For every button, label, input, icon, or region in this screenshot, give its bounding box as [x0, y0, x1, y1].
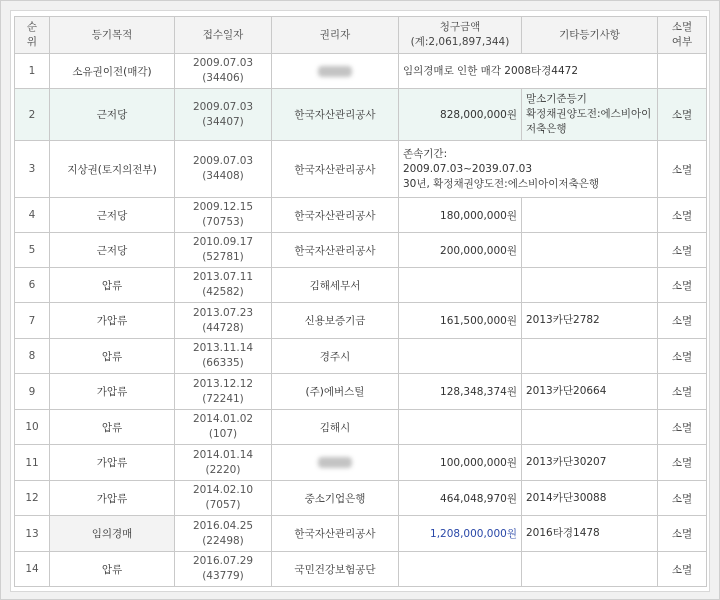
note-line: 저축은행: [526, 123, 567, 135]
other-registry-note: [522, 374, 658, 410]
rights-holder: 경주시: [272, 339, 399, 374]
extinction-status: 소멸: [658, 374, 707, 410]
rights-holder: 국민건강보험공단: [272, 552, 399, 587]
receipt-date-value: 2016.07.29: [192, 555, 254, 567]
registry-purpose: 압류: [50, 552, 175, 587]
redacted-name: [318, 66, 352, 77]
table-row: [15, 233, 707, 268]
extinction-status: 소멸: [658, 303, 707, 339]
receipt-date: [175, 339, 272, 374]
extinction-status: 소멸: [658, 339, 707, 374]
note-line: 2016타경1478: [526, 527, 600, 539]
other-registry-note: [522, 552, 658, 587]
claim-amount: 200,000,000원: [399, 233, 522, 268]
row-number: 14: [15, 552, 50, 587]
receipt-date: [175, 233, 272, 268]
row-number: 10: [15, 410, 50, 445]
extinction-status: [658, 54, 707, 89]
other-registry-note: [522, 233, 658, 268]
rights-holder: 한국자산관리공사: [272, 198, 399, 233]
extinction-status: 소멸: [658, 233, 707, 268]
receipt-number: (7057): [205, 499, 241, 511]
receipt-date: [175, 481, 272, 516]
receipt-date: [175, 552, 272, 587]
receipt-number: (43779): [202, 570, 244, 582]
header-num: 순 위: [15, 17, 50, 54]
header-amount: 청구금액 (계:2,061,897,344): [399, 17, 522, 54]
claim-amount: 128,348,374원: [399, 374, 522, 410]
other-registry-note: [522, 410, 658, 445]
claim-amount: [399, 268, 522, 303]
claim-amount: 100,000,000원: [399, 445, 522, 481]
registry-purpose: 근저당: [50, 233, 175, 268]
note-line: 확정채권양도전:에스비아이: [526, 108, 652, 120]
table-row: [15, 198, 707, 233]
header-holder: 권리자: [272, 17, 399, 54]
receipt-date-value: 2009.07.03: [192, 100, 254, 113]
row-number: 6: [15, 268, 50, 303]
receipt-date-value: 2009.07.03: [192, 57, 254, 69]
receipt-date: [175, 141, 272, 198]
other-registry-note: [522, 89, 658, 141]
receipt-date: [175, 54, 272, 89]
table-row: [15, 445, 707, 481]
extinction-status: 소멸: [658, 445, 707, 481]
receipt-date: [175, 268, 272, 303]
rights-holder: [272, 445, 399, 481]
row-number: 4: [15, 198, 50, 233]
header-date: 접수일자: [175, 17, 272, 54]
receipt-date-value: 2010.09.17: [192, 236, 254, 248]
other-registry-note: [522, 445, 658, 481]
other-registry-note: [399, 54, 658, 89]
header-etc: 기타등기사항: [522, 17, 658, 54]
note-line: 말소기준등기: [526, 93, 587, 105]
extinction-status: 소멸: [658, 410, 707, 445]
registry-purpose: 근저당: [50, 198, 175, 233]
other-registry-note: [522, 481, 658, 516]
note-line: 2013카단30207: [526, 456, 607, 468]
row-number: 2: [15, 89, 50, 141]
rights-holder: [272, 54, 399, 89]
registry-purpose: 압류: [50, 268, 175, 303]
rights-holder: 한국자산관리공사: [272, 141, 399, 198]
claim-amount: 828,000,000원: [399, 89, 522, 141]
receipt-number: (44728): [202, 321, 244, 334]
claim-amount: 161,500,000원: [399, 303, 522, 339]
receipt-date-value: 2009.12.15: [192, 201, 254, 213]
receipt-date-value: 2013.11.14: [192, 342, 254, 354]
table-row: [15, 141, 707, 198]
receipt-date: [175, 410, 272, 445]
claim-amount: [399, 410, 522, 445]
rights-holder: 한국자산관리공사: [272, 89, 399, 141]
other-registry-note: [399, 141, 658, 198]
receipt-date: [175, 89, 272, 141]
receipt-number: (34406): [202, 72, 244, 84]
extinction-status: 소멸: [658, 89, 707, 141]
table-row: [15, 516, 707, 552]
receipt-number: (34407): [202, 115, 244, 128]
row-number: 11: [15, 445, 50, 481]
row-number: 1: [15, 54, 50, 89]
claim-amount: [399, 339, 522, 374]
extinction-status: 소멸: [658, 481, 707, 516]
header-row: [15, 17, 707, 54]
registry-purpose: 가압류: [50, 303, 175, 339]
table-row: [15, 374, 707, 410]
note-line: 임의경매로 인한 매각 2008타경4472: [403, 64, 579, 77]
table-row: [15, 481, 707, 516]
row-number: 8: [15, 339, 50, 374]
registry-purpose: 지상권(토지의전부): [50, 141, 175, 198]
receipt-number: (52781): [202, 251, 244, 263]
registry-purpose: 가압류: [50, 374, 175, 410]
registry-table: [14, 16, 707, 587]
row-number: 12: [15, 481, 50, 516]
extinction-status: 소멸: [658, 268, 707, 303]
receipt-date: [175, 198, 272, 233]
table-row: [15, 268, 707, 303]
claim-amount: [399, 552, 522, 587]
other-registry-note: [522, 516, 658, 552]
row-number: 3: [15, 141, 50, 198]
extinction-status: 소멸: [658, 552, 707, 587]
rights-holder: 신용보증기금: [272, 303, 399, 339]
extinction-status: 소멸: [658, 516, 707, 552]
table-row: [15, 54, 707, 89]
other-registry-note: [522, 268, 658, 303]
receipt-number: (107): [208, 428, 238, 440]
registry-purpose: 압류: [50, 410, 175, 445]
other-registry-note: [522, 303, 658, 339]
registry-purpose: 소유권이전(매각): [50, 54, 175, 89]
receipt-number: (72241): [202, 392, 244, 405]
extinction-status: 소멸: [658, 141, 707, 198]
rights-holder: 한국자산관리공사: [272, 516, 399, 552]
registry-purpose: 근저당: [50, 89, 175, 141]
receipt-number: (34408): [202, 170, 244, 182]
extinction-status: 소멸: [658, 198, 707, 233]
registry-purpose: 임의경매: [50, 516, 175, 552]
receipt-date: [175, 445, 272, 481]
rights-holder: (주)에버스틸: [272, 374, 399, 410]
receipt-date-value: 2013.12.12: [192, 377, 254, 390]
receipt-date-value: 2014.01.14: [192, 448, 254, 461]
note-line: 30년, 확정채권양도전:에스비아이저축은행: [403, 177, 600, 190]
note-line: 2013카단20664: [526, 385, 607, 397]
receipt-date-value: 2009.07.03: [192, 155, 254, 167]
receipt-date-value: 2014.01.02: [192, 413, 254, 425]
note-line: 2013카단2782: [526, 314, 600, 326]
claim-amount: 180,000,000원: [399, 198, 522, 233]
rights-holder: 중소기업은행: [272, 481, 399, 516]
receipt-number: (66335): [202, 357, 244, 369]
receipt-date: [175, 374, 272, 410]
header-purpose: 등기목적: [50, 17, 175, 54]
receipt-number: (42582): [202, 286, 244, 298]
receipt-date: [175, 516, 272, 552]
receipt-date-value: 2013.07.23: [192, 306, 254, 319]
table-row: [15, 552, 707, 587]
note-line: 존속기간:: [403, 147, 448, 160]
redacted-name: [318, 457, 352, 468]
table-row: [15, 339, 707, 374]
rights-holder: 김해시: [272, 410, 399, 445]
receipt-date-value: 2013.07.11: [192, 271, 254, 283]
row-number: 13: [15, 516, 50, 552]
registry-purpose: 가압류: [50, 445, 175, 481]
row-number: 5: [15, 233, 50, 268]
header-extinct: 소멸 여부: [658, 17, 707, 54]
row-number: 7: [15, 303, 50, 339]
table-row: [15, 410, 707, 445]
receipt-date-value: 2016.04.25: [192, 519, 254, 532]
registry-purpose: 압류: [50, 339, 175, 374]
claim-amount: 1,208,000,000원: [399, 516, 522, 552]
rights-holder: 한국자산관리공사: [272, 233, 399, 268]
receipt-date: [175, 303, 272, 339]
table-row: [15, 303, 707, 339]
table-body: [15, 54, 707, 587]
rights-holder: 김해세무서: [272, 268, 399, 303]
registry-purpose: 가압류: [50, 481, 175, 516]
note-line: 2014카단30088: [526, 491, 607, 504]
receipt-number: (70753): [202, 216, 244, 228]
note-line: 2009.07.03~2039.07.03: [403, 162, 533, 175]
table-row: [15, 89, 707, 141]
claim-amount: 464,048,970원: [399, 481, 522, 516]
other-registry-note: [522, 339, 658, 374]
receipt-number: (22498): [202, 534, 244, 547]
receipt-number: (2220): [205, 463, 241, 476]
receipt-date-value: 2014.02.10: [192, 484, 254, 496]
other-registry-note: [522, 198, 658, 233]
row-number: 9: [15, 374, 50, 410]
